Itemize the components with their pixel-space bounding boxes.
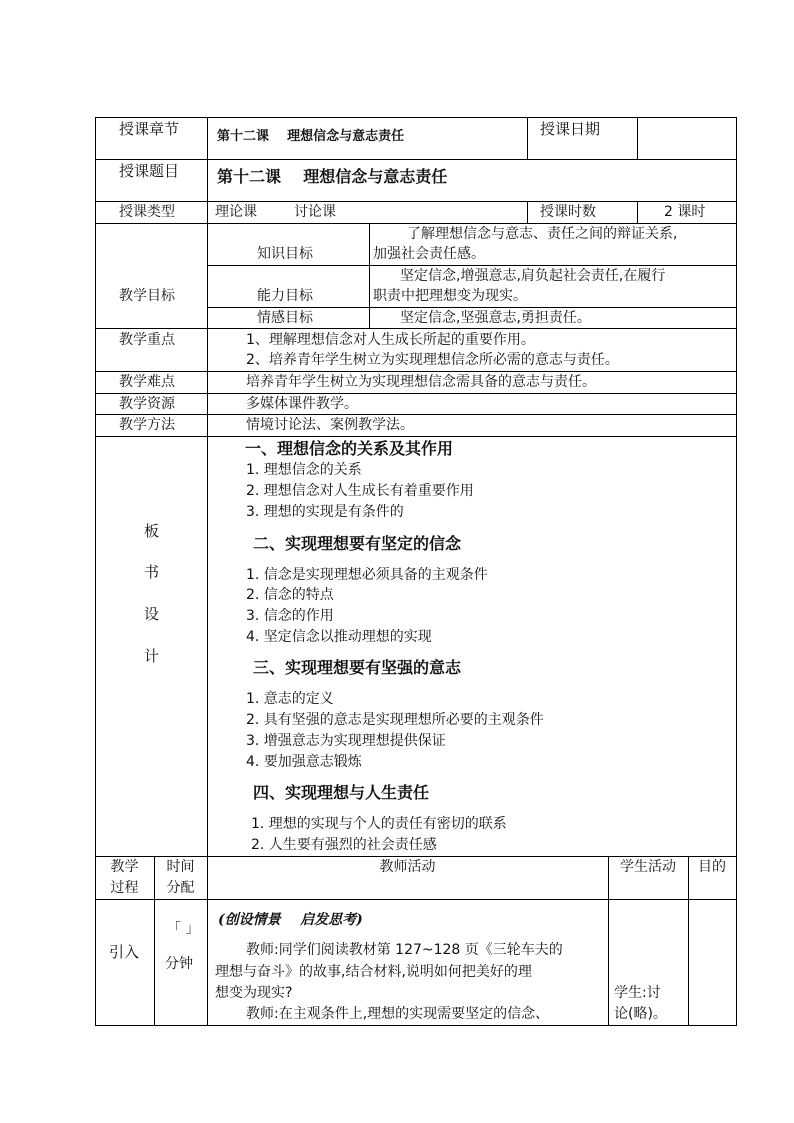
teacher-activity-line: 教师:在主观条件上,理想的实现需要坚定的信念、	[246, 1006, 550, 1022]
board-item: 4. 要加强意志锻炼	[246, 754, 362, 770]
hours-label: 授课时数	[540, 204, 596, 220]
teacher-col-header: 教师活动	[379, 859, 436, 875]
emotion-goal-text: 坚定信念,坚强意志,勇担责任。	[400, 310, 591, 326]
intro-label: 引入	[109, 943, 140, 961]
ability-goal-text-2: 职责中把理想变为现实。	[373, 288, 527, 304]
grid-line	[369, 223, 370, 329]
board-label-char: 计	[144, 647, 160, 665]
board-item: 3. 信念的作用	[246, 608, 334, 624]
grid-line	[95, 899, 737, 900]
board-label-char: 书	[144, 563, 160, 581]
teacher-activity-line: 理想与奋斗》的故事,结合材料,说明如何把美好的理	[215, 964, 532, 980]
knowledge-goal-text-2: 加强社会责任感。	[373, 246, 485, 262]
board-item: 3. 理想的实现是有条件的	[246, 504, 404, 520]
ability-goal-label: 能力目标	[257, 288, 313, 304]
intro-time-unit: 分钟	[165, 956, 193, 972]
key-points-label: 教学重点	[119, 332, 175, 348]
grid-line	[637, 117, 638, 160]
student-activity-line: 学生:讨	[614, 985, 661, 1001]
time-col-header: 分配	[166, 880, 195, 896]
board-item: 1. 信念是实现理想必须具备的主观条件	[246, 567, 488, 583]
board-section-title: 二、实现理想要有坚定的信念	[253, 534, 462, 553]
board-label-char: 板	[144, 522, 160, 540]
grid-line	[95, 201, 737, 202]
grid-line	[207, 117, 208, 857]
key-point-2: 2、培养青年学生树立为实现理想信念所必需的意志与责任。	[246, 352, 619, 368]
ability-goal-text-1: 坚定信念,增强意志,肩负起社会责任,在履行	[400, 268, 666, 284]
process-col-header: 过程	[110, 880, 139, 896]
grid-line	[95, 436, 737, 437]
hours-value: 2 课时	[664, 204, 706, 220]
teacher-activity-line: 想变为现实?	[215, 985, 293, 1001]
grid-line	[95, 117, 737, 118]
board-item: 2. 理想信念对人生成长有着重要作用	[246, 483, 474, 499]
grid-line	[95, 393, 737, 394]
difficulty-label: 教学难点	[119, 374, 175, 390]
board-section-title: 三、实现理想要有坚强的意志	[253, 658, 462, 677]
intro-heading: (创设情景 启发思考)	[218, 912, 363, 928]
process-col-header: 教学	[110, 859, 139, 875]
topic-label: 授课题目	[119, 162, 180, 180]
board-item: 2. 人生要有强烈的社会责任感	[251, 837, 437, 853]
key-point-1: 1、理解理想信念对人生成长所起的重要作用。	[246, 332, 535, 348]
grid-line	[637, 201, 638, 224]
chapter-value: 第十二课 理想信念与意志责任	[217, 129, 405, 144]
board-item: 1. 理想的实现与个人的责任有密切的联系	[251, 816, 507, 832]
goals-label: 教学目标	[119, 288, 175, 304]
board-section-title: 一、理想信念的关系及其作用	[245, 439, 454, 458]
board-item: 1. 理想信念的关系	[246, 462, 362, 478]
grid-line	[95, 1025, 737, 1026]
time-col-header: 时间	[166, 859, 195, 875]
grid-line	[95, 159, 737, 160]
type-label: 授课类型	[119, 204, 175, 220]
topic-value: 第十二课 理想信念与意志责任	[217, 167, 448, 186]
grid-line	[527, 201, 528, 224]
grid-line	[95, 414, 737, 415]
difficulty-text: 培养青年学生树立为实现理想信念需具备的意志与责任。	[246, 374, 596, 390]
board-label-char: 设	[144, 605, 160, 623]
board-item: 2. 信念的特点	[246, 587, 334, 603]
student-col-header: 学生活动	[620, 859, 676, 875]
methods-label: 教学方法	[119, 417, 175, 433]
emotion-goal-label: 情感目标	[257, 310, 313, 326]
methods-text: 情境讨论法、案例教学法。	[246, 417, 414, 433]
grid-line	[608, 856, 609, 1026]
board-section-title: 四、实现理想与人生责任	[253, 783, 430, 802]
board-item: 4. 坚定信念以推动理想的实现	[246, 629, 432, 645]
knowledge-goal-label: 知识目标	[257, 246, 313, 262]
student-activity-line: 论(略)。	[614, 1006, 667, 1022]
purpose-col-header: 目的	[698, 859, 726, 875]
board-item: 3. 增强意志为实现理想提供保证	[246, 733, 446, 749]
teacher-activity-line: 教师:同学们阅读教材第 127~128 页《三轮车夫的	[246, 942, 563, 958]
knowledge-goal-text-1: 了解理想信念与意志、责任之间的辩证关系,	[407, 226, 678, 242]
resources-label: 教学资源	[119, 396, 175, 412]
type-value-discussion: 讨论课	[294, 204, 336, 220]
intro-time: 「 」	[167, 921, 200, 937]
chapter-label: 授课章节	[119, 120, 180, 138]
grid-line	[736, 117, 737, 1026]
grid-line	[207, 856, 208, 1026]
resources-text: 多媒体课件教学。	[246, 396, 358, 412]
board-item: 2. 具有坚强的意志是实现理想所必要的主观条件	[246, 712, 544, 728]
date-value[interactable]	[640, 120, 732, 156]
grid-line	[688, 856, 689, 1026]
type-value-lecture: 理论课	[215, 204, 257, 220]
date-label: 授课日期	[540, 120, 601, 138]
grid-line	[527, 117, 528, 160]
board-item: 1. 意志的定义	[246, 691, 334, 707]
